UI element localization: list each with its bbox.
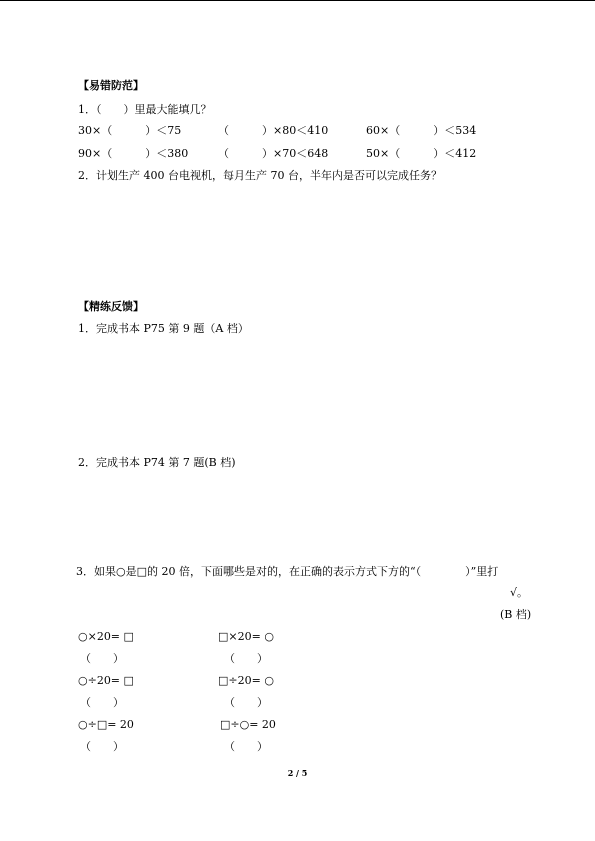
exercise-1-text: 1．完成书本 P75 第 9 题（A 档） [78, 322, 249, 335]
header-rule [0, 0, 595, 1]
page-number: 2 / 5 [287, 768, 308, 778]
exercise-3-checkmark-text: √。 [510, 586, 529, 599]
answer-blank-3-right[interactable]: （ ） [224, 740, 268, 753]
expression-1-right: □×20= ○ [218, 630, 274, 643]
inequality-2-3: 50×（ ）＜412 [366, 147, 477, 160]
exercise-2-text: 2．完成书本 P74 第 7 题(B 档) [78, 456, 236, 469]
inequality-2-2: （ ）×70＜648 [218, 147, 329, 160]
expression-2-right: □÷20= ○ [218, 674, 274, 687]
expression-3-left: ○÷□= 20 [78, 718, 134, 731]
expression-3-right: □÷○= 20 [220, 718, 276, 731]
expression-1-left: ○×20= □ [78, 630, 134, 643]
inequality-1-3: 60×（ ）＜534 [366, 124, 477, 137]
expression-2-left: ○÷20= □ [78, 674, 134, 687]
section-heading-error-prevention: 【易错防范】 [78, 79, 144, 92]
inequality-2-1: 90×（ ）＜380 [78, 147, 189, 160]
inequality-1-2: （ ）×80＜410 [218, 124, 329, 137]
answer-blank-3-left[interactable]: （ ） [80, 740, 124, 753]
section-heading-practice-feedback: 【精练反馈】 [78, 300, 144, 313]
exercise-3-level: (B 档) [500, 608, 532, 621]
answer-blank-2-left[interactable]: （ ） [80, 696, 124, 709]
question-2-text: 2．计划生产 400 台电视机，每月生产 70 台，半年内是否可以完成任务？ [78, 169, 442, 182]
answer-blank-1-right[interactable]: （ ） [224, 652, 268, 665]
exercise-3-text: 3．如果○是□的 20 倍，下面哪些是对的，在正确的表示方式下方的“（ ）”里打 [76, 565, 499, 578]
inequality-1-1: 30×（ ）＜75 [78, 124, 182, 137]
answer-blank-2-right[interactable]: （ ） [224, 696, 268, 709]
question-1-prompt: 1．（ ）里最大能填几？ [78, 103, 212, 116]
answer-blank-1-left[interactable]: （ ） [80, 652, 124, 665]
